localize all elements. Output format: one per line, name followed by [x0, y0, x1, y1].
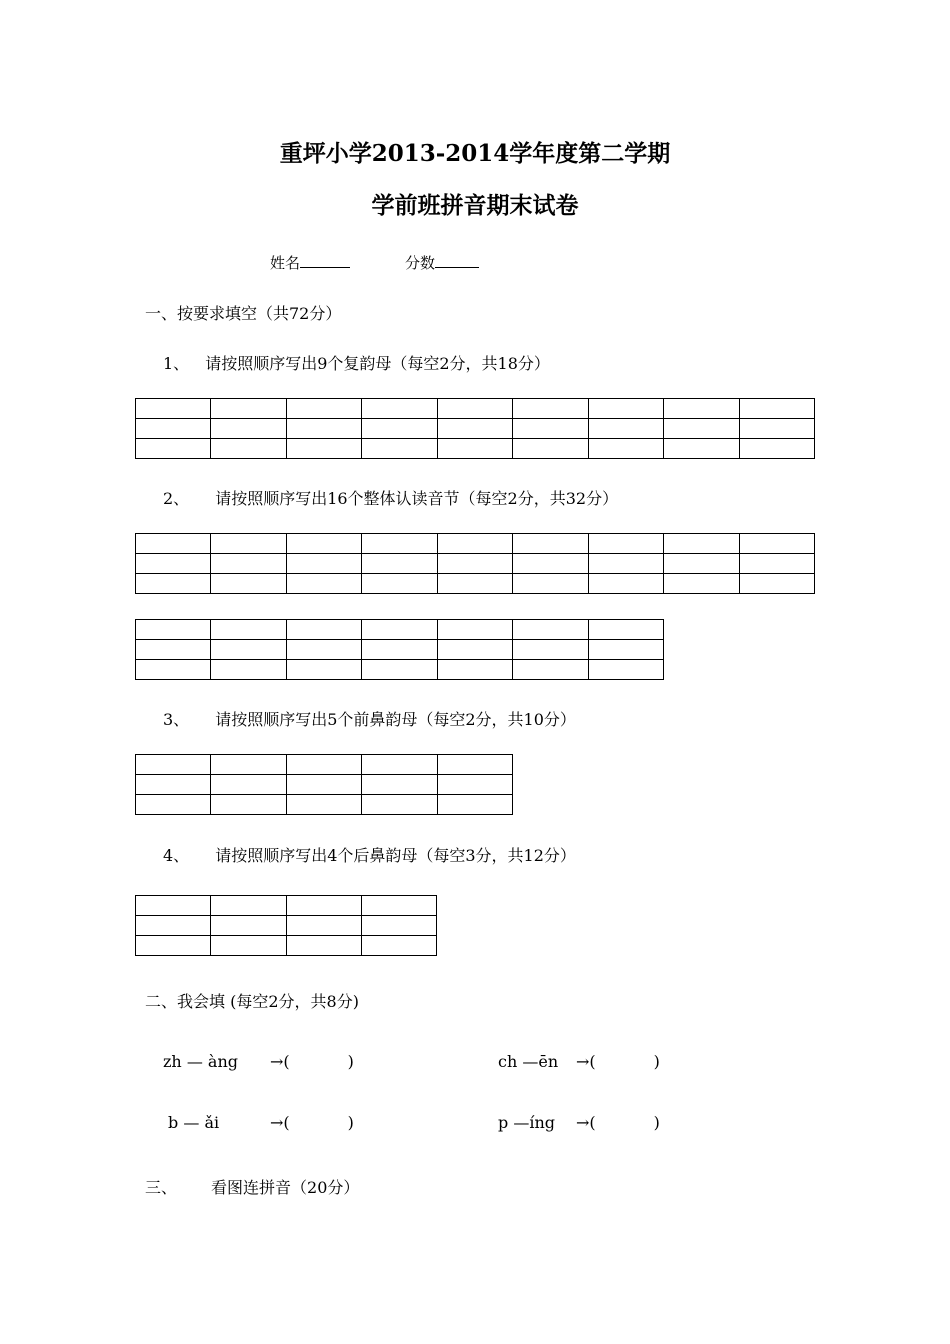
grid-row [136, 936, 437, 956]
open-paren: ( [589, 1113, 596, 1132]
answer-cell[interactable] [588, 574, 663, 594]
answer-cell[interactable] [286, 399, 361, 419]
answer-cell[interactable] [211, 916, 286, 936]
answer-cell[interactable] [211, 795, 286, 815]
answer-cell[interactable] [362, 755, 437, 775]
answer-cell[interactable] [211, 660, 286, 680]
answer-cell[interactable] [739, 554, 815, 574]
answer-cell[interactable] [286, 755, 361, 775]
answer-cell[interactable] [361, 896, 436, 916]
answer-cell[interactable] [136, 795, 211, 815]
grid-row [136, 755, 513, 775]
final: íng [529, 1113, 556, 1132]
grid-row [136, 660, 664, 680]
final: ǎi [204, 1113, 220, 1132]
dash: — [183, 1113, 200, 1132]
initial: zh [163, 1052, 182, 1071]
answer-slot-4[interactable] [576, 1113, 660, 1132]
answer-cell[interactable] [437, 399, 512, 419]
answer-cell[interactable] [437, 419, 512, 439]
answer-cell[interactable] [588, 554, 663, 574]
answer-cell[interactable] [513, 439, 588, 459]
grid-row [136, 775, 513, 795]
answer-cell[interactable] [136, 620, 211, 640]
page-title: 重坪小学2013-2014学年度第二学期 [279, 140, 671, 167]
answer-grid-q1[interactable] [135, 398, 815, 459]
answer-slot-1[interactable] [270, 1052, 354, 1071]
answer-cell[interactable] [286, 795, 361, 815]
answer-cell[interactable] [588, 620, 663, 640]
section-3-heading [145, 1175, 359, 1198]
question-2-text: 请按照顺序写出16个整体认读音节（每空2分，共32分） [215, 489, 619, 508]
answer-cell[interactable] [362, 399, 437, 419]
answer-cell[interactable] [588, 660, 663, 680]
answer-cell[interactable] [136, 660, 211, 680]
open-paren: ( [589, 1052, 596, 1071]
answer-cell[interactable] [136, 896, 211, 916]
grid-row [136, 896, 437, 916]
grid-row [136, 419, 815, 439]
answer-cell[interactable] [286, 574, 361, 594]
initial: ch [498, 1052, 518, 1071]
pinyin-item-1 [163, 1052, 238, 1071]
question-4-text: 请按照顺序写出4个后鼻韵母（每空3分，共12分） [215, 846, 576, 865]
answer-cell[interactable] [739, 534, 815, 554]
final: ēn [538, 1052, 559, 1071]
dash: — [522, 1052, 539, 1071]
score-blank[interactable] [435, 267, 479, 268]
section-3-number: 三、 [145, 1178, 178, 1197]
name-label: 姓名 [270, 254, 301, 272]
question-3 [163, 707, 576, 730]
answer-cell[interactable] [136, 640, 211, 660]
grid-row [136, 574, 815, 594]
section-2-heading: 二、我会填 (每空2分，共8分) [145, 992, 359, 1011]
question-4-number: 4、 [163, 846, 190, 865]
answer-cell[interactable] [136, 554, 211, 574]
answer-cell[interactable] [211, 640, 286, 660]
answer-cell[interactable] [136, 775, 211, 795]
answer-cell[interactable] [513, 660, 588, 680]
answer-cell[interactable] [739, 399, 815, 419]
answer-cell[interactable] [286, 554, 361, 574]
answer-cell[interactable] [286, 419, 361, 439]
grid-row [136, 916, 437, 936]
answer-cell[interactable] [513, 620, 588, 640]
answer-cell[interactable] [362, 640, 437, 660]
arrow-right-icon: → [270, 1113, 284, 1132]
answer-cell[interactable] [437, 755, 512, 775]
answer-grid-q2a[interactable] [135, 533, 815, 594]
name-blank[interactable] [300, 267, 350, 268]
grid-row [136, 399, 815, 419]
question-1-text: 请按照顺序写出9个复韵母（每空2分，共18分） [205, 354, 550, 373]
answer-cell[interactable] [588, 640, 663, 660]
question-2 [163, 486, 618, 509]
question-3-number: 3、 [163, 710, 190, 729]
answer-cell[interactable] [437, 554, 512, 574]
arrow-right-icon: → [270, 1052, 284, 1071]
answer-cell[interactable] [286, 640, 361, 660]
arrow-right-icon: → [576, 1113, 590, 1132]
answer-cell[interactable] [362, 620, 437, 640]
answer-cell[interactable] [362, 795, 437, 815]
answer-cell[interactable] [437, 660, 512, 680]
answer-cell[interactable] [286, 534, 361, 554]
grid-row [136, 795, 513, 815]
answer-cell[interactable] [362, 660, 437, 680]
answer-cell[interactable] [211, 755, 286, 775]
initial: b [168, 1113, 179, 1132]
close-paren: ) [347, 1113, 354, 1132]
answer-slot-3[interactable] [270, 1113, 354, 1132]
answer-cell[interactable] [136, 916, 211, 936]
page-subtitle: 学前班拼音期末试卷 [371, 192, 579, 219]
initial: p [498, 1113, 509, 1132]
answer-cell[interactable] [739, 439, 815, 459]
answer-cell[interactable] [437, 775, 512, 795]
answer-cell[interactable] [513, 640, 588, 660]
question-3-text: 请按照顺序写出5个前鼻韵母（每空2分，共10分） [215, 710, 576, 729]
answer-cell[interactable] [739, 419, 815, 439]
answer-cell[interactable] [362, 534, 437, 554]
answer-cell[interactable] [739, 574, 815, 594]
answer-cell[interactable] [437, 640, 512, 660]
answer-cell[interactable] [437, 795, 512, 815]
answer-grid-q2b[interactable] [135, 619, 664, 680]
answer-cell[interactable] [211, 439, 286, 459]
answer-cell[interactable] [513, 554, 588, 574]
section-1-heading: 一、按要求填空（共72分） [145, 304, 342, 323]
open-paren: ( [283, 1113, 290, 1132]
answer-cell[interactable] [136, 419, 211, 439]
question-4 [163, 843, 576, 866]
pinyin-item-4 [498, 1113, 555, 1132]
pinyin-item-3 [168, 1113, 219, 1132]
answer-cell[interactable] [286, 916, 361, 936]
answer-cell[interactable] [286, 896, 361, 916]
answer-cell[interactable] [286, 775, 361, 795]
name-field [270, 252, 350, 273]
answer-cell[interactable] [664, 399, 739, 419]
answer-slot-2[interactable] [576, 1052, 660, 1071]
answer-cell[interactable] [136, 574, 211, 594]
answer-cell[interactable] [513, 534, 588, 554]
answer-grid-q4[interactable] [135, 895, 437, 956]
answer-cell[interactable] [588, 399, 663, 419]
close-paren: ) [347, 1052, 354, 1071]
answer-cell[interactable] [211, 620, 286, 640]
answer-cell[interactable] [286, 936, 361, 956]
section-3-text: 看图连拼音（20分） [211, 1178, 360, 1197]
score-label: 分数 [405, 254, 436, 272]
answer-cell[interactable] [362, 439, 437, 459]
answer-cell[interactable] [513, 399, 588, 419]
answer-cell[interactable] [362, 574, 437, 594]
answer-cell[interactable] [136, 534, 211, 554]
answer-cell[interactable] [588, 439, 663, 459]
answer-cell[interactable] [664, 534, 739, 554]
answer-cell[interactable] [136, 755, 211, 775]
answer-cell[interactable] [664, 419, 739, 439]
grid-row [136, 534, 815, 554]
question-1-number: 1、 [163, 354, 190, 373]
answer-cell[interactable] [664, 574, 739, 594]
answer-cell[interactable] [362, 554, 437, 574]
answer-cell[interactable] [211, 554, 286, 574]
answer-cell[interactable] [588, 419, 663, 439]
grid-row [136, 640, 664, 660]
grid-row [136, 554, 815, 574]
answer-cell[interactable] [286, 620, 361, 640]
answer-cell[interactable] [588, 534, 663, 554]
arrow-right-icon: → [576, 1052, 590, 1071]
answer-cell[interactable] [437, 574, 512, 594]
grid-row [136, 439, 815, 459]
answer-cell[interactable] [211, 775, 286, 795]
score-field [405, 252, 479, 273]
answer-grid-q3[interactable] [135, 754, 513, 815]
dash: — [186, 1052, 203, 1071]
answer-cell[interactable] [211, 534, 286, 554]
answer-cell[interactable] [136, 439, 211, 459]
answer-cell[interactable] [513, 574, 588, 594]
answer-cell[interactable] [664, 554, 739, 574]
dash: — [513, 1113, 530, 1132]
answer-cell[interactable] [361, 936, 436, 956]
answer-cell[interactable] [136, 399, 211, 419]
answer-cell[interactable] [437, 534, 512, 554]
answer-cell[interactable] [286, 660, 361, 680]
final: àng [207, 1052, 239, 1071]
answer-cell[interactable] [211, 419, 286, 439]
pinyin-item-2 [498, 1052, 558, 1071]
question-2-number: 2、 [163, 489, 190, 508]
answer-cell[interactable] [211, 936, 286, 956]
answer-cell[interactable] [362, 419, 437, 439]
answer-cell[interactable] [211, 574, 286, 594]
close-paren: ) [653, 1052, 660, 1071]
answer-cell[interactable] [136, 936, 211, 956]
answer-cell[interactable] [437, 439, 512, 459]
open-paren: ( [283, 1052, 290, 1071]
close-paren: ) [653, 1113, 660, 1132]
answer-cell[interactable] [211, 399, 286, 419]
answer-cell[interactable] [513, 419, 588, 439]
answer-cell[interactable] [362, 775, 437, 795]
answer-cell[interactable] [664, 439, 739, 459]
grid-row [136, 620, 664, 640]
answer-cell[interactable] [361, 916, 436, 936]
answer-cell[interactable] [437, 620, 512, 640]
question-1 [163, 351, 550, 374]
answer-cell[interactable] [211, 896, 286, 916]
answer-cell[interactable] [286, 439, 361, 459]
